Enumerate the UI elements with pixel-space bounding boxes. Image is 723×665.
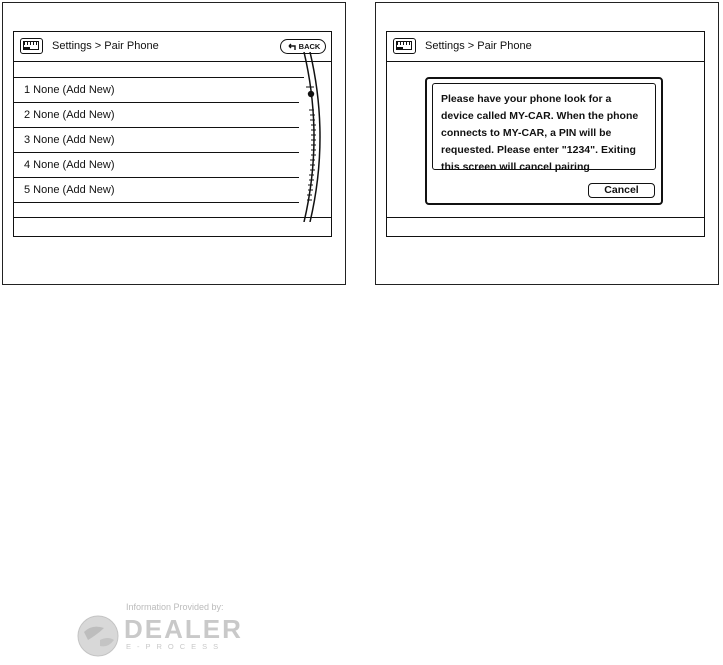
dialog-line: device called MY-CAR. When the phone (441, 110, 639, 122)
page-title: Settings > Pair Phone (425, 40, 532, 52)
list-item[interactable]: 4 None (Add New) (14, 153, 299, 178)
title-bar (387, 32, 704, 62)
pairing-dialog-panel (375, 2, 719, 285)
pair-phone-list-panel (2, 2, 346, 285)
watermark-subbrand: E-PROCESS (126, 642, 225, 651)
back-arrow-icon (286, 42, 297, 51)
pairing-dialog (425, 77, 663, 205)
bottom-divider (387, 217, 704, 218)
list-item[interactable]: 1 None (Add New) (14, 78, 299, 103)
dialog-message-box (432, 83, 656, 173)
globe-logo-icon (74, 610, 122, 658)
list-item[interactable]: 2 None (Add New) (14, 103, 299, 128)
dialog-line: this screen will cancel pairing (441, 161, 590, 173)
watermark-brand: DEALER (124, 614, 243, 644)
cancel-button[interactable]: Cancel (588, 183, 655, 198)
menu-icon[interactable] (20, 38, 43, 54)
page-title: Settings > Pair Phone (52, 40, 159, 52)
dialog-line: requested. Please enter "1234". Exiting (441, 144, 636, 156)
dialog-line: Please have your phone look for a (441, 93, 612, 105)
dialog-message (441, 91, 656, 176)
menu-icon[interactable] (393, 38, 416, 54)
list-item[interactable]: 5 None (Add New) (14, 178, 299, 203)
scroll-arc-icon[interactable] (294, 52, 332, 222)
title-bar (14, 32, 331, 62)
bottom-divider (14, 217, 331, 218)
dialog-line: connects to MY-CAR, a PIN will be (441, 127, 612, 139)
watermark-info-text: Information Provided by: (126, 602, 224, 612)
back-button-label: BACK (298, 42, 321, 51)
dealer-eprocess-watermark (74, 602, 284, 662)
pairing-dialog-screen (386, 31, 705, 237)
pair-phone-list-screen (13, 31, 332, 237)
list-item[interactable]: 3 None (Add New) (14, 128, 299, 153)
